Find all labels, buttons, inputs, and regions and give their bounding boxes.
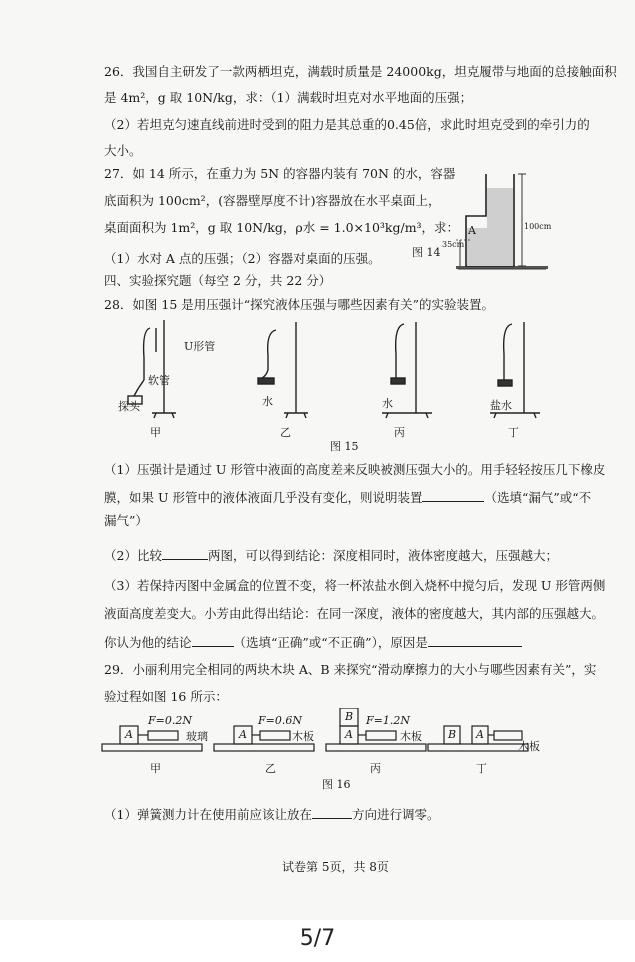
- fig16-block-a2: A: [239, 728, 247, 741]
- fig16-surface-d: 木板: [518, 740, 540, 753]
- q28-p3-text: （选填“正确”或“不正确”），原因是: [233, 635, 428, 650]
- fig15-caption: 图 15: [330, 440, 359, 453]
- fig15-sub-a: 甲: [150, 426, 161, 439]
- q28-p2-line: [104, 547, 558, 564]
- q26-line4: 大小。: [104, 143, 142, 158]
- fig16-block-a3: A: [345, 728, 353, 741]
- q27-line3: 桌面面积为 1m²，g 取 10N/kg，ρ水 = 1.0×10³kg/m³，求：: [104, 220, 460, 235]
- q29-p1-line: [104, 806, 439, 823]
- fig15-tube-label: 软管: [148, 374, 170, 387]
- q27-line1: 27．如 14 所示，在重力为 5N 的容器内装有 70N 的水，容器: [104, 166, 456, 181]
- q28-p3-line2: 液面高度差变大。小芳由此得出结论：在同一深度，液体的密度越大，其内部的压强越大。: [104, 606, 605, 621]
- fig16-force-b: F=0.6N: [258, 714, 302, 727]
- fig16-surface-b: 木板: [292, 730, 314, 743]
- q27-line4: （1）水对 A 点的压强；（2）容器对桌面的压强。: [104, 251, 381, 266]
- fig16-block-a4: A: [476, 728, 484, 741]
- fig16-block-b3: B: [345, 710, 354, 723]
- fig15-water-label-1: 水: [262, 395, 273, 408]
- fig15-sub-b: 乙: [280, 426, 291, 439]
- q26-line1: 26．我国自主研发了一款两栖坦克，满载时质量是 24000kg，坦克履带与地面的总接触面积: [104, 64, 617, 79]
- page-indicator: 5/7: [299, 926, 336, 951]
- fig16-block-a1: A: [125, 728, 133, 741]
- fig15-water-label-2: 水: [382, 397, 393, 410]
- q29-p1-text: 方向进行调零。: [351, 807, 440, 822]
- q28-p1-line3: 漏气”）: [104, 513, 148, 528]
- fig15-sub-d: 丁: [508, 426, 519, 439]
- fig14-point-a: A: [468, 224, 476, 237]
- q28-p3-line1: （3）若保持丙图中金属盒的位置不变，将一杯浓盐水倒入烧杯中搅匀后，发现 U 形管两侧: [104, 578, 606, 593]
- fig16-force-a: F=0.2N: [148, 714, 192, 727]
- page-footer: 试卷第 5页，共 8页: [282, 860, 389, 874]
- q28-p2-text: 两图，可以得到结论：深度相同时，液体密度越大，压强越大；: [207, 548, 558, 563]
- q28-answer-blank-2[interactable]: [162, 547, 208, 560]
- fig16-sub-b: 乙: [265, 762, 276, 775]
- fig15-sub-c: 丙: [394, 426, 405, 439]
- q27-line2: 底面积为 100cm²，(容器壁厚度不计)容器放在水平桌面上，: [104, 193, 441, 208]
- q28-p1-text: 膜，如果 U 形管中的液体液面几乎没有变化，则说明装置: [104, 490, 423, 505]
- fig14-height-a: 35cm: [442, 240, 465, 249]
- q28-intro: 28．如图 15 是用压强计“探究液体压强与哪些因素有关”的实验装置。: [104, 297, 495, 312]
- fig16-block-b4: B: [448, 728, 457, 741]
- fig16-caption: 图 16: [322, 778, 351, 791]
- q29-line2: 验过程如图 16 所示：: [104, 689, 228, 704]
- q28-p1-line1: （1）压强计是通过 U 形管中液面的高度差来反映被测压强大小的。用手轻轻按压几下橡皮: [104, 462, 606, 477]
- fig16-sub-c: 丙: [370, 762, 381, 775]
- q28-p1-line2: [104, 489, 591, 506]
- fig16-sub-a: 甲: [150, 762, 161, 775]
- section-4-heading: 四、实验探究题（每空 2 分，共 22 分）: [104, 273, 332, 288]
- q28-p3-line3: [104, 634, 522, 651]
- q26-line2: 是 4m²，g 取 10N/kg，求：（1）满载时坦克对水平地面的压强；: [104, 90, 473, 105]
- fig15-probe-label: 探头: [118, 400, 140, 413]
- q28-p2-prefix: （2）比较: [104, 548, 162, 563]
- fig16-sub-d: 丁: [476, 762, 487, 775]
- fig16-surface-c: 木板: [400, 730, 422, 743]
- q28-answer-blank-1[interactable]: [422, 489, 484, 502]
- q29-answer-blank-1[interactable]: [312, 806, 352, 819]
- fig16-force-c: F=1.2N: [366, 714, 410, 727]
- fig14-label: 图 14: [412, 246, 441, 259]
- fig15-saltwater-label: 盐水: [490, 399, 512, 412]
- q26-line3: （2）若坦克匀速直线前进时受到的阻力是其总重的0.45倍，求此时坦克受到的牵引力的: [104, 117, 590, 132]
- q29-p1-prefix: （1）弹簧测力计在使用前应该让放在: [104, 807, 312, 822]
- q28-answer-blank-3[interactable]: [192, 634, 234, 647]
- q28-answer-blank-4[interactable]: [428, 634, 522, 647]
- fig14-height-total: 100cm: [524, 222, 552, 231]
- fig15-u-tube-label: U形管: [184, 340, 216, 353]
- q28-p1-choice: （选填“漏气”或“不: [484, 490, 592, 505]
- fig16-surface-a: 玻璃: [186, 730, 208, 743]
- q28-p3-prefix: 你认为他的结论: [104, 635, 192, 650]
- q29-line1: 29．小丽利用完全相同的两块木块 A、B 来探究“滑动摩擦力的大小与哪些因素有关”，实: [104, 662, 597, 677]
